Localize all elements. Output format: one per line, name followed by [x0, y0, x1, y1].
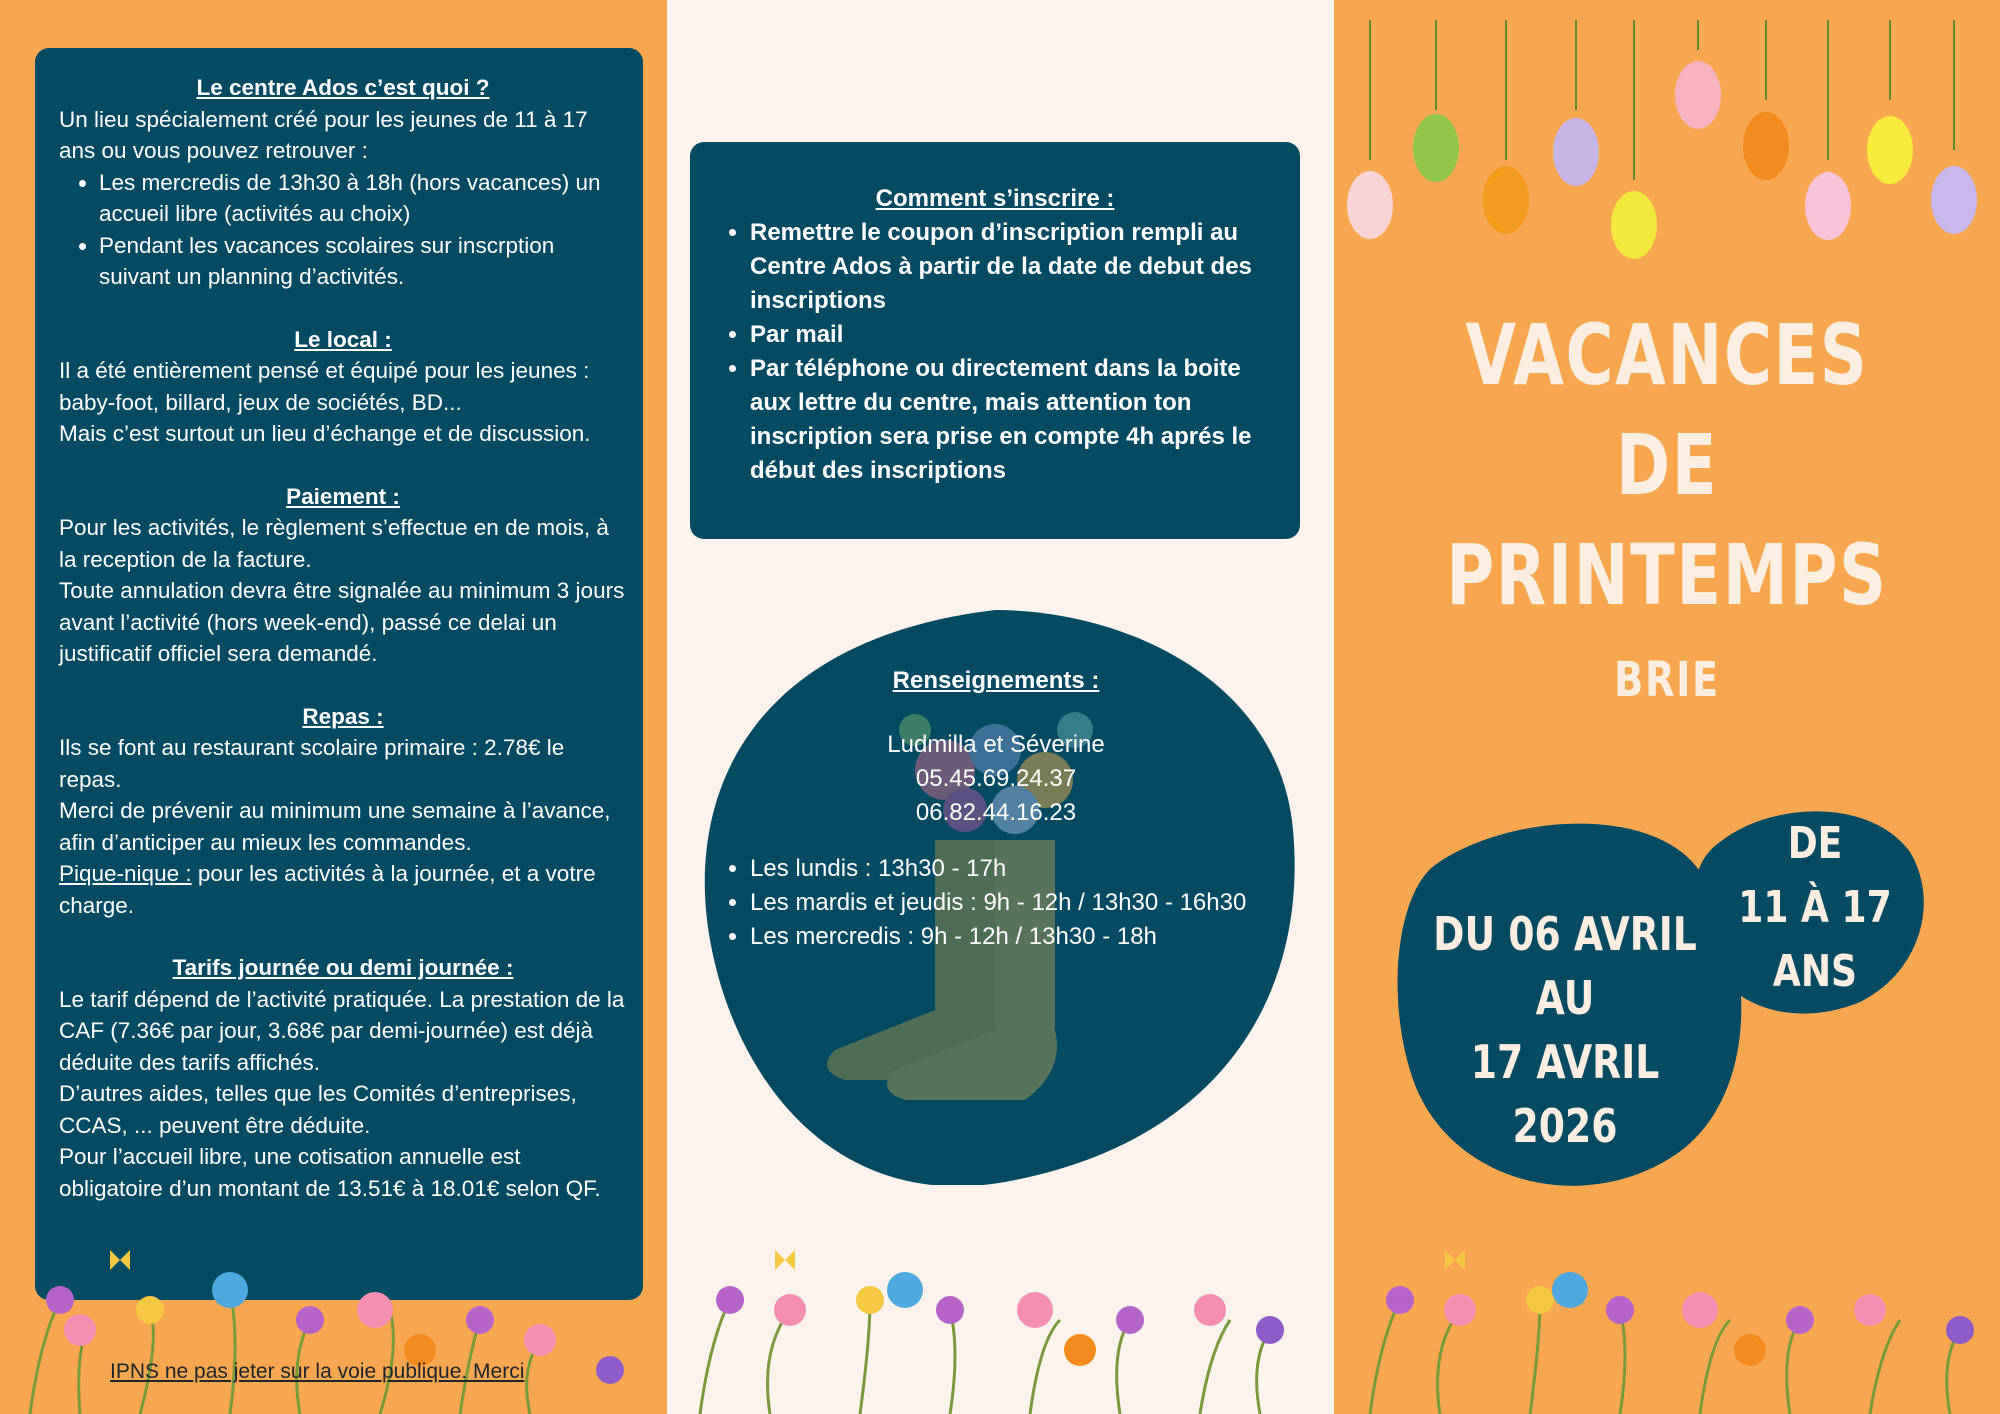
date-range: [1430, 902, 1701, 1158]
section-title-tarifs: Tarifs journée ou demi journée :: [172, 955, 514, 980]
repas-text-1: Ils se font au restaurant scolaire primaire : 2.78€ le repas.: [59, 735, 565, 792]
info-content: [716, 664, 1276, 954]
hours-list: [716, 852, 1276, 954]
age-range: [1721, 812, 1910, 1004]
town-name: BRIE: [1614, 652, 1720, 708]
date-line-1: DU 06 AVRIL: [1433, 907, 1697, 961]
age-line-1: DE: [1787, 818, 1843, 869]
phone-1: 05.45.69.24.37: [915, 765, 1077, 792]
centre-bullet-list: [59, 167, 627, 293]
local-text-2: Mais c’est surtout un lieu d’échange et de discussion.: [59, 421, 591, 446]
title-line-3: PRINTEMPS: [1446, 526, 1888, 624]
age-line-2: 11 À 17: [1738, 882, 1892, 933]
list-item: • Les mardis et jeudis : 9h - 12h / 13h30 - 16h30: [750, 886, 1276, 920]
list-item: • Les lundis : 13h30 - 17h: [750, 852, 1276, 886]
easter-eggs-garland: [1334, 0, 2000, 260]
signup-title: Comment s’inscrire :: [875, 185, 1115, 212]
section-title-centre: Le centre Ados c’est quoi ?: [196, 75, 490, 100]
picnic-text: [59, 858, 627, 921]
section-intro: Un lieu spécialement créé pour les jeunes de 11 à 17 ans ou vous pouvez retrouver :: [59, 106, 588, 163]
picnic-label: Pique-nique :: [59, 861, 192, 886]
title-line-2: DE: [1615, 416, 1719, 514]
list-item: • Les mercredis de 13h30 à 18h (hors vacances) un accueil libre (activités au choix): [99, 167, 627, 230]
section-title-paiement: Paiement :: [286, 483, 400, 509]
section-title-repas: Repas :: [302, 703, 384, 729]
easter-egg-icon: [1347, 20, 1977, 259]
list-item: • Par mail: [750, 318, 1276, 352]
flower-border: [0, 1220, 2000, 1414]
ipns-footer: IPNS ne pas jeter sur la voie publique. Merci: [110, 1360, 525, 1383]
paiement-text-2: Toute annulation devra être signalée au minimum 3 jours avant l’activité (hors week-end), passé ce delai un justificatif officiel sera demandé.: [59, 578, 625, 666]
tarifs-text-3: Pour l’accueil libre, une cotisation annuelle est obligatoire d’un montant de 13.51€ à 18.01€ selon QF.: [59, 1144, 601, 1201]
list-item: • Les mercredis : 9h - 12h / 13h30 - 18h: [750, 920, 1276, 954]
signup-box: [690, 142, 1300, 539]
title-block: [1334, 300, 2000, 710]
info-box-left: [35, 48, 643, 1300]
contact-names: Ludmilla et Séverine: [887, 731, 1105, 758]
butterfly-icon: [110, 1250, 1465, 1270]
phone-2: 06.82.44.16.23: [915, 799, 1077, 826]
info-title: Renseignements :: [892, 667, 1100, 694]
date-line-2: AU: [1535, 971, 1595, 1025]
tarifs-text-2: D’autres aides, telles que les Comités d’entreprises, CCAS, ... peuvent être déduite.: [59, 1081, 577, 1138]
signup-list: [714, 216, 1276, 488]
date-line-3: 17 AVRIL 2026: [1470, 1035, 1660, 1153]
repas-text-2: Merci de prévenir au minimum une semaine à l’avance, afin d’anticiper au mieux les commandes.: [59, 798, 611, 855]
list-item: • Remettre le coupon d’inscription rempli au Centre Ados à partir de la date de debut des inscriptions: [750, 216, 1276, 318]
title-line-1: VACANCES: [1465, 306, 1869, 404]
tarifs-text-1: Le tarif dépend de l’activité pratiquée. La prestation de la CAF (7.36€ par jour, 3.68€ par demi-journée) est déjà déduite des tarifs affichés.: [59, 986, 625, 1075]
age-line-3: ANS: [1772, 946, 1858, 997]
list-item: • Pendant les vacances scolaires sur inscrption suivant un planning d’activités.: [99, 230, 627, 293]
picnic-detail: pour les activités à la journée, et a votre charge.: [59, 861, 596, 918]
list-item: • Par téléphone ou directement dans la boite aux lettre du centre, mais attention ton inscription sera prise en compte 4h aprés le début des inscriptions: [750, 352, 1276, 488]
local-text-1: Il a été entièrement pensé et équipé pour les jeunes : baby-foot, billard, jeux de sociétés, BD...: [59, 358, 590, 415]
section-title-local: Le local :: [294, 326, 392, 352]
paiement-text-1: Pour les activités, le règlement s’effectue en de mois, à la reception de la facture.: [59, 515, 609, 572]
flower-icon: [30, 1272, 1974, 1414]
